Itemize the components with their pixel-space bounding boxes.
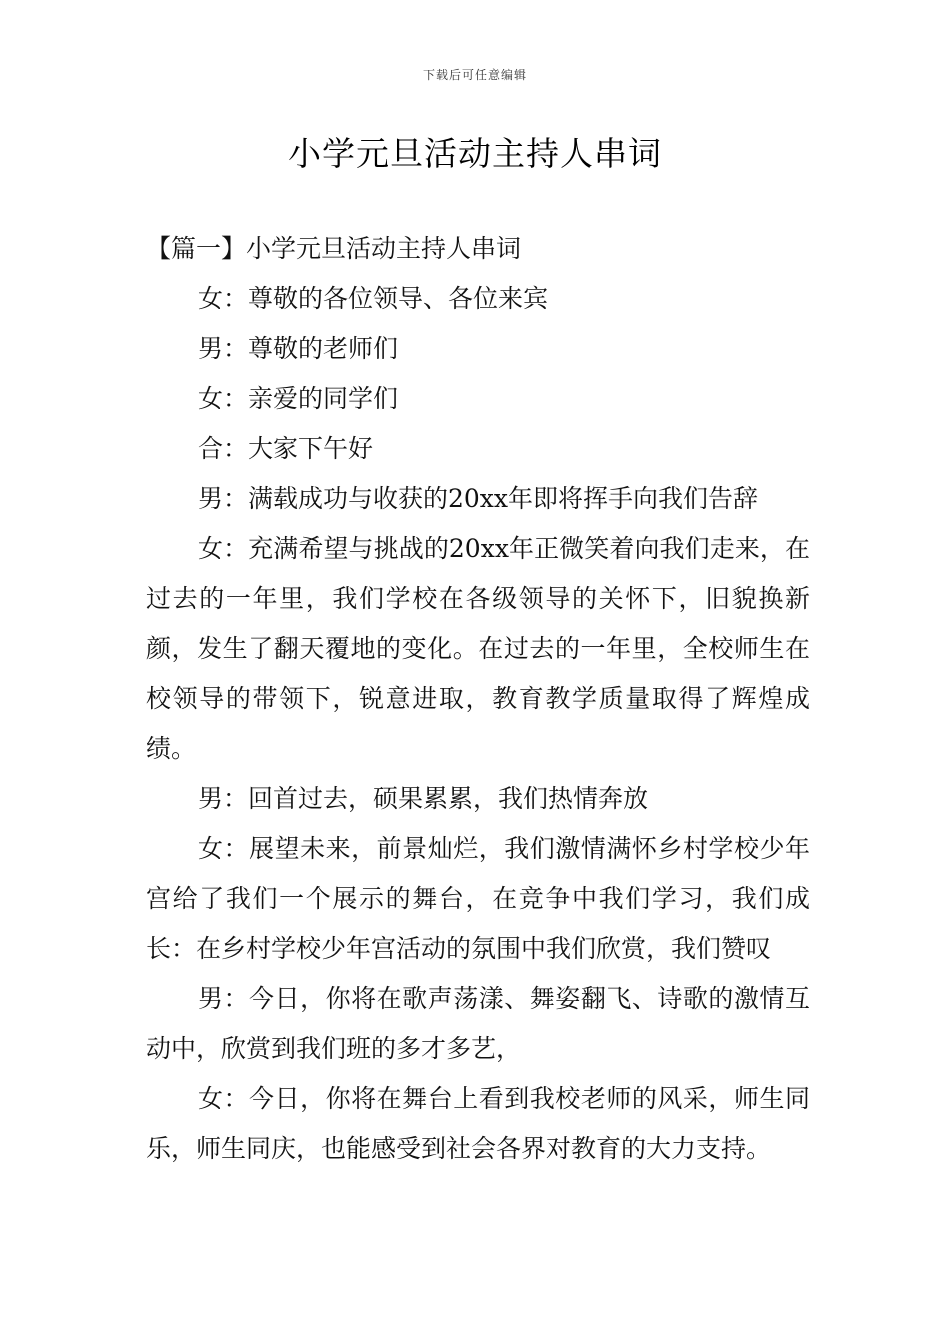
paragraph: 女：今日，你将在舞台上看到我校老师的风采，师生同乐，师生同庆，也能感受到社会各界对教育的大力支持。: [146, 1084, 810, 1163]
paragraph: 女：充满希望与挑战的20xx年正微笑着向我们走来，在过去的一年里，我们学校在各级领导的关怀下，旧貌换新颜，发生了翻天覆地的变化。在过去的一年里，全校师生在校领导的带领下，锐意进取，教育教学质量取得了辉煌成绩。: [146, 534, 810, 763]
document-title: 小学元旦活动主持人串词: [288, 134, 662, 173]
paragraph: 女：尊敬的各位领导、各位来宾: [198, 284, 549, 313]
header-note: 下载后可任意编辑: [422, 68, 527, 82]
paragraph: 女：亲爱的同学们: [198, 384, 399, 413]
paragraph: 合：大家下午好: [198, 434, 374, 463]
paragraph: 男：满载成功与收获的20xx年即将挥手向我们告辞: [198, 484, 759, 513]
paragraph: 男：今日，你将在歌声荡漾、舞姿翻飞、诗歌的激情互动中，欣赏到我们班的多才多艺，: [146, 984, 810, 1063]
section-heading: 【篇一】小学元旦活动主持人串词: [146, 234, 522, 263]
document-body: [146, 224, 810, 1174]
paragraph: 女：展望未来，前景灿烂，我们激情满怀乡村学校少年宫给了我们一个展示的舞台，在竞争中我们学习，我们成长：在乡村学校少年宫活动的氛围中我们欣赏，我们赞叹: [146, 834, 810, 963]
paragraph: 男：尊敬的老师们: [198, 334, 399, 363]
paragraph: 男：回首过去，硕果累累，我们热情奔放: [198, 784, 649, 813]
